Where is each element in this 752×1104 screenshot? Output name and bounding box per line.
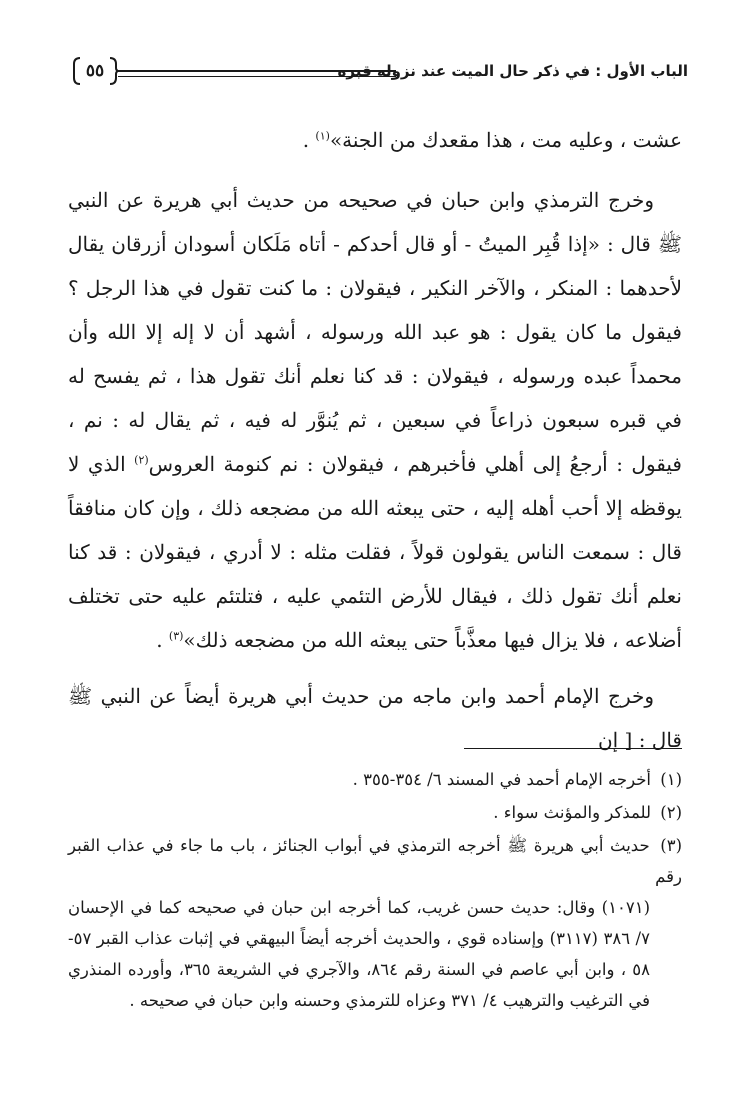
paragraph-text: عشت ، وعليه مت ، هذا مقعدك من الجنة» [329,128,682,152]
footnote-text: للمذكر والمؤنث سواء . [493,803,651,822]
paragraph-end: . [302,128,316,152]
footnote-number: (٢) [660,803,682,822]
paragraph-text: وخرج الترمذي وابن حبان في صحيحه من حديث أبي هريرة عن النبي ﷺ قال : «إذا قُبِر الميتُ - أو قال أحدكم - أتاه مَلَكان أسودان أزرقان يقال لأحدهما : المنكر ، والآخر النكير ، فيقولان : ما كنت تقول في هذا الرجل ؟ فيقول ما كان يقول : هو عبد الله ورسوله ، أشهد أن لا إله إلا الله وأن محمداً عبده ورسوله ، فيقولان : قد كنا نعلم أنك تقول هذا ، ثم يفسح له في قبره سبعون ذراعاً في سبعين ، ثم يُنوَّر له فيه ، ثم يقال له : نم ، فيقول : أرجعُ إلى أهلي فأخبرهم ، فيقولان : نم كنومة العروس [68,188,682,476]
footnote-ref: (٢) [134,453,149,467]
paragraph [68,118,682,162]
footnote-text-continued: (١٠٧١) وقال: حديث حسن غريب، كما أخرجه ابن حبان في صحيحه كما في الإحسان ٧/ ٣٨٦ (٣١١٧) وإسناده قوي ، والحديث أخرجه أيضاً البيهقي في إثبات عذاب القبر ٥٧- ٥٨ ، وابن أبي عاصم في السنة رقم ٨٦٤، والآجري في الشريعة ٣٦٥، وأورده المنذري في الترغيب والترهيب ٤/ ٣٧١ وعزاه للترمذي وحسنه وابن حبان في صحيحه . [68,898,650,1010]
footnote-text: أخرجه الإمام أحمد في المسند ٦/ ٣٥٤-٣٥٥ . [352,770,651,789]
footnote-text: حديث أبي هريرة ﷺ أخرجه الترمذي في أبواب الجنائز ، باب ما جاء في عذاب القبر رقم [68,836,682,886]
paragraph: وخرج الإمام أحمد وابن ماجه من حديث أبي هريرة أيضاً عن النبي ﷺ قال : [ إن [68,684,682,752]
page-number: ٥٥ [85,61,105,81]
page-number-frame [72,56,118,86]
footnote-ref: (١) [315,129,330,143]
footnote-2 [68,797,682,828]
paragraph-end: . [156,628,169,652]
paragraph [68,178,682,662]
header-rule [118,70,396,77]
footnote-3 [68,830,682,1016]
footnote-1 [68,764,682,795]
footnote-ref: (٣) [168,629,184,643]
footnote-number: (٣) [660,836,682,855]
main-text [68,118,682,762]
footnote-separator [464,748,682,749]
chapter-title: الباب الأول : في ذكر حال الميت عند نزوله قبره [337,62,688,80]
paragraph-text: الذي لا يوقظه إلا أحب أهله إليه ، حتى يبعثه الله من مضجعه ذلك ، وإن كان منافقاً قال : سمعت الناس يقولون قولاً ، فقلت مثله : لا أدري ، فيقولان : قد كنا نعلم أنك تقول ذلك ، فيقال للأرض التئمي عليه ، فتلتئم عليه حتى تختلف أضلاعه ، فلا يزال فيها معذَّباً حتى يبعثه الله من مضجعه ذلك» [68,452,682,652]
running-header [72,56,688,92]
footnote-number: (١) [660,770,682,789]
footnotes [68,764,682,1018]
